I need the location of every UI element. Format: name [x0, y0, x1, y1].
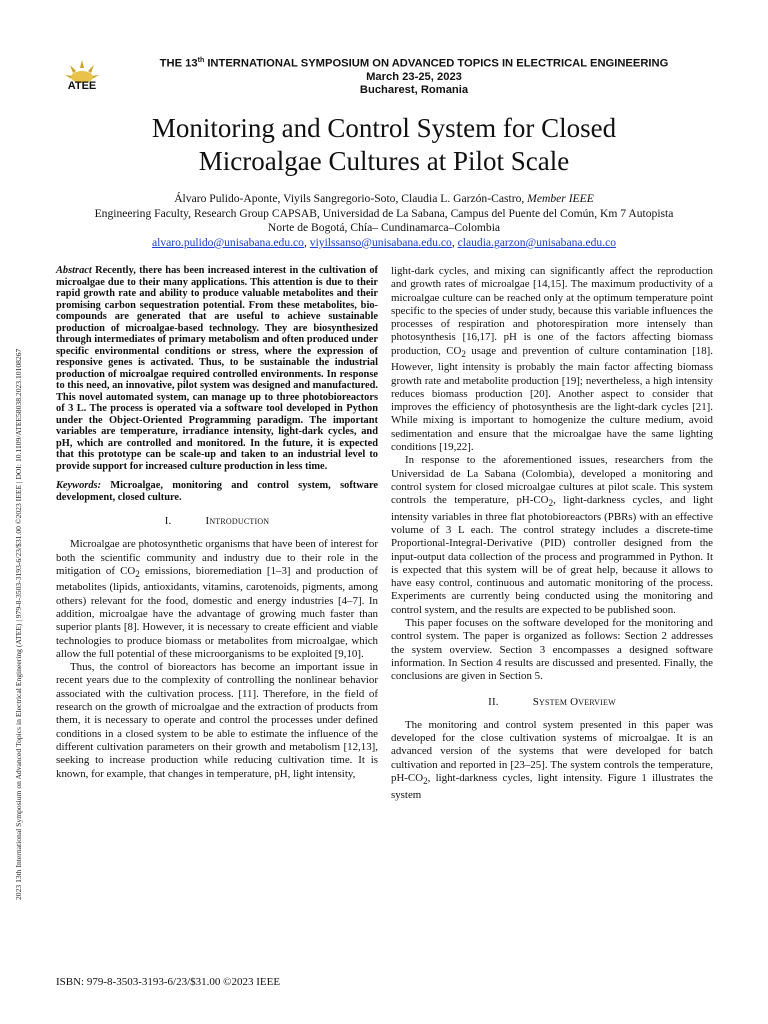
abstract [56, 265, 378, 472]
keywords [56, 480, 378, 503]
author-block [40, 192, 728, 250]
title-line-1: Monitoring and Control System for Closed [151, 113, 617, 143]
intro-paragraph-2: Thus, the control of bioreactors has become an important issue in recent years due to the complexity of controlling the nonlinear behavior associated with the cultivation process. [11]. Therefore, in the field of research on the growth of microalgae and the extraction of products from them, it is necessary to operate and control the processes under defined conditions in a closed system to be able to estimate the influence of the different cultivation parameters on their growth and metabolism [12,13], seeking to increase production while reducing cultivation time. It is known, for example, that changes in temperature, pH, light intensity, [56, 661, 378, 780]
logo-text: ATEE [67, 80, 97, 92]
section-title: Introduction [205, 515, 270, 527]
section-number: II. [488, 695, 499, 708]
paragraph-text: emissions, bioremediation [1–3] and production of metabolites (lipids, antioxidants, vitamins, carotenoids, pigments, among others) relevant for the food, domestic and energy industries [4–7]. In addition, microalgae have the advantage of growing much faster than superior plants [8]. However, it is necessary to create efficient and viable technologies to produce biomass or metabolites from microalgae, which allow the full potential of these microorganisms to be exploited [9,10]. [56, 564, 378, 660]
keywords-label: Keywords: [56, 480, 102, 491]
affiliation-line-2: Norte de Bogotá, Chía– Cundinamarca–Colombia [267, 221, 501, 235]
abstract-text: Recently, there has been increased interest in the cultivation of microalgae due to their many applications. This attention is due to their rapid growth rate and ability to produce valuable metabolites and their promising carbon sequestration potential. From these metabolites, bio-compounds are generated that are useful to achieve sustainable production of microalgae-based technology. They are biosynthesized through intermediates of primary metabolism and often produced under specific environmental conditions or stress, where the expression of responsive genes is activated. Thus, to be sustainable the industrial production of microalgae required controlled environments. In response to this need, an innovative, pilot system was designed and manufactured. This novel automated system, can manage up to three photobioreactors of 3 L. The process is operated via a software tool developed in Python under the Object-Oriented Programming paradigm. The important variables are temperature, irradiance intensity, light-dark cycles, and pH, which are controlled and monitored. In the future, it is expected that this prototype can be scale-up and taken to an industrial level to provide support for increased culture production in less time. [56, 265, 378, 472]
intro-paragraph-4 [391, 454, 713, 617]
intro-paragraph-1 [56, 538, 378, 661]
left-column [56, 265, 378, 781]
conf-line1-pre: THE 13 [159, 57, 198, 70]
email-link-1[interactable]: alvaro.pulido@unisabana.edu.co [151, 235, 304, 249]
conf-line1-sup: th [197, 57, 205, 64]
section-number: I. [164, 515, 172, 527]
conference-header [130, 54, 698, 97]
intro-paragraph-5: This paper focuses on the software developed for the monitoring and control system. The paper is organized as follows: Section 2 addresses the system overview. Section 3 encompasses a designed software information. In Section 4 results are discussed and presented. Finally, the conclusions are given in Section 5. [391, 617, 713, 683]
paragraph-text: In response to the aforementioned issues, researchers from the Universidad de La Sabana (Colombia), developed a monitoring and control system for closed microalgae cultures at pilot scale. This system controls the temperature, pH-CO [391, 454, 713, 507]
isbn-footer: ISBN: 979-8-3503-3193-6/23/$31.00 ©2023 IEEE [56, 976, 281, 988]
conf-line1-post: INTERNATIONAL SYMPOSIUM ON ADVANCED TOPICS IN ELECTRICAL ENGINEERING [204, 57, 669, 70]
author-names: Álvaro Pulido-Aponte, Viyils Sangregorio-Soto, Claudia L. Garzón-Castro, [174, 192, 528, 205]
author-member: Member IEEE [527, 192, 594, 205]
email-link-3[interactable]: claudia.garzon@unisabana.edu.co [457, 235, 617, 249]
subscript-2: 2 [423, 776, 428, 787]
abstract-label: Abstract [56, 265, 92, 276]
email-list: alvaro.pulido@unisabana.edu.co, viyilssanso@unisabana.edu.co, claudia.garzon@unisabana.edu.co [151, 235, 617, 249]
affiliation-line-1: Engineering Faculty, Research Group CAPSAB, Universidad de La Sabana, Campus del Puente del Común, Km 7 Autopista [94, 206, 674, 220]
paragraph-text: usage and prevention of culture contamination [18]. However, light intensity is probably the main factor affecting biomass growth rate and metabolite production [19]; nevertheless, a high intensity reduces biomass production [20]. Another aspect to consider that improves the efficiency of photosynthesis are the light-dark cycles [21]. While mixing is important to homogenize the culture medium, avoid sedimentation and ensure that the microalgae have the same lighting conditions [19,22]. [391, 344, 713, 454]
paragraph-text: light-dark cycles, and mixing can significantly affect the reproduction and growth rates of microalgae [14,15]. The maximum productivity of a microalgae culture can be reached only at the optimum temperature point specific to the species of under study, because this variable influences the processes of respiration and photorespiration more intensely than photosynthesis [16,17]. pH is one of the factors affecting biomass production, CO [391, 265, 713, 357]
conf-dates: March 23-25, 2023 [366, 70, 462, 83]
subscript-2: 2 [548, 498, 554, 509]
title-line-2: Microalgae Cultures at Pilot Scale [198, 146, 570, 176]
section-heading-introduction [56, 515, 378, 528]
section-title: System Overview [532, 695, 616, 708]
paragraph-text: Microalgae are photosynthetic organisms that have been of interest for both the scientific community and industry due to their role in the mitigation of CO [56, 538, 378, 577]
paragraph-text: , light-darkness cycles, and light intensity variables in three flat photobioreactors (PBRs) with an effective volume of 3 L each. The control strategy includes a discrete-time Proportional-Integral-Derivative (PID) controller designed from the input-output data collection of the process and programmed in Python. It is expected that this system will be of great help, because it allows to have easy control, continuous and automatic monitoring of the process. Experiments are currently being conducted using the monitoring and control system, and the results are expected to be published soon. [391, 494, 713, 616]
right-column [391, 265, 713, 802]
paragraph-text: The monitoring and control system presented in this paper was developed for the close cultivation systems of microalgae. It is an advanced version of the systems that were developed for batch cultivation and reported in [23–25]. The system controls the temperature, pH-CO [391, 718, 713, 785]
atee-logo [62, 56, 102, 96]
sidebar-citation: 2023 13th International Symposium on Advanced Topics in Electrical Engineering (ATEE) | 979-8-3503-3193-6/23/$31.00 ©2023 IEEE | DOI: 10.1109/ATEE58038.2023.10108267 [14, 348, 23, 900]
subscript-2: 2 [135, 569, 140, 580]
subscript-2: 2 [461, 348, 466, 359]
overview-paragraph-1 [391, 719, 713, 802]
section-heading-overview [391, 696, 713, 709]
conf-location: Bucharest, Romania [359, 83, 469, 96]
paper-title [60, 112, 708, 178]
intro-paragraph-3 [391, 265, 713, 454]
email-link-2[interactable]: viyilssanso@unisabana.edu.co [309, 235, 452, 249]
paragraph-text: , light-darkness cycles, light intensity. Figure 1 illustrates the system [391, 772, 713, 801]
keywords-text: Microalgae, monitoring and control system, software development, closed culture. [56, 480, 378, 503]
